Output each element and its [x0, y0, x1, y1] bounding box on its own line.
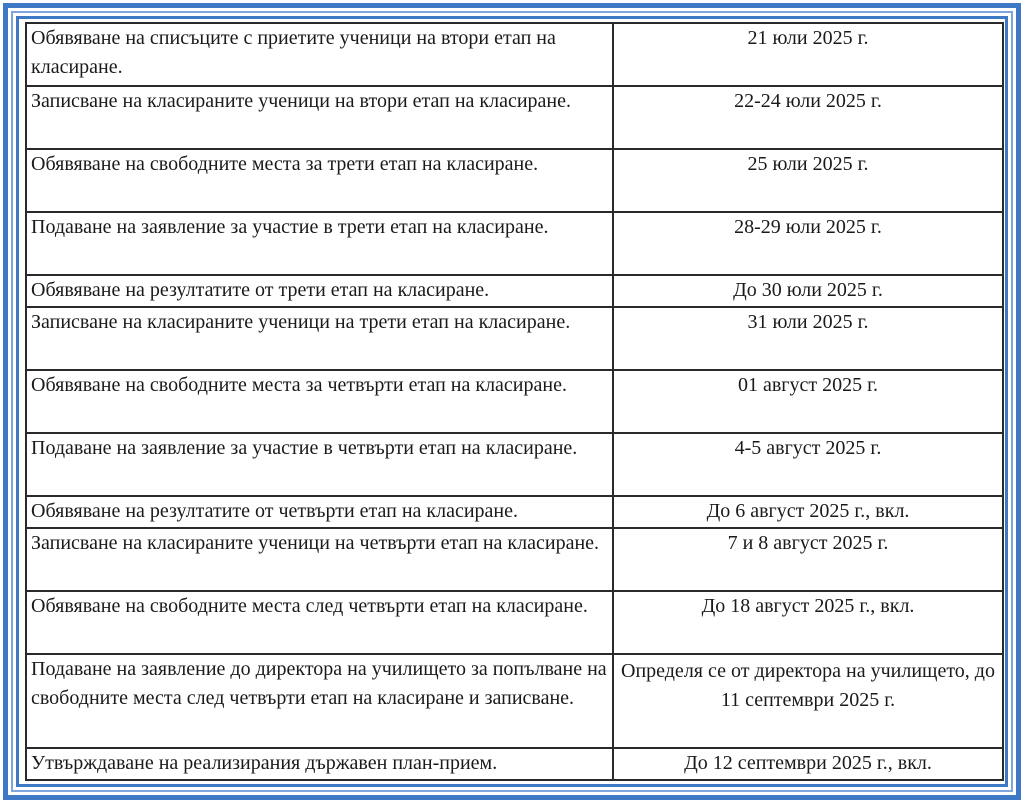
table-row — [26, 23, 1003, 86]
table-row — [26, 528, 1003, 591]
activity-cell: Обявяване на резултатите от трети етап на класиране. — [26, 275, 613, 307]
activity-cell: Подаване на заявление за участие в трети етап на класиране. — [26, 212, 613, 275]
date-cell: До 6 август 2025 г., вкл. — [613, 496, 1003, 528]
table-row — [26, 307, 1003, 370]
date-cell: 25 юли 2025 г. — [613, 149, 1003, 212]
activity-cell: Записване на класираните ученици на втори етап на класиране. — [26, 86, 613, 149]
date-cell: 22-24 юли 2025 г. — [613, 86, 1003, 149]
table-row — [26, 748, 1003, 780]
date-cell: 28-29 юли 2025 г. — [613, 212, 1003, 275]
activity-cell: Подаване на заявление до директора на училището за попълване на свободните места след четвърти етап на класиране и записване. — [26, 654, 613, 748]
activity-cell: Записване на класираните ученици на четвърти етап на класиране. — [26, 528, 613, 591]
date-cell: 7 и 8 август 2025 г. — [613, 528, 1003, 591]
activity-cell: Обявяване на свободните места за трети етап на класиране. — [26, 149, 613, 212]
activity-cell: Обявяване на свободните места след четвърти етап на класиране. — [26, 591, 613, 654]
activity-cell: Обявяване на резултатите от четвърти етап на класиране. — [26, 496, 613, 528]
table-row — [26, 275, 1003, 307]
table-row — [26, 149, 1003, 212]
activity-cell: Подаване на заявление за участие в четвърти етап на класиране. — [26, 433, 613, 496]
table-row — [26, 433, 1003, 496]
date-cell: 01 август 2025 г. — [613, 370, 1003, 433]
table-row — [26, 496, 1003, 528]
activity-cell: Записване на класираните ученици на трети етап на класиране. — [26, 307, 613, 370]
date-cell: До 18 август 2025 г., вкл. — [613, 591, 1003, 654]
date-cell: 4-5 август 2025 г. — [613, 433, 1003, 496]
activity-cell: Утвърждаване на реализирания държавен план-прием. — [26, 748, 613, 780]
date-cell: 21 юли 2025 г. — [613, 23, 1003, 86]
activity-cell: Обявяване на свободните места за четвърти етап на класиране. — [26, 370, 613, 433]
table-row — [26, 370, 1003, 433]
date-cell: До 12 септември 2025 г., вкл. — [613, 748, 1003, 780]
table-row — [26, 654, 1003, 748]
table-row — [26, 591, 1003, 654]
admission-schedule-table — [25, 22, 1004, 781]
table-row — [26, 86, 1003, 149]
date-cell: 31 юли 2025 г. — [613, 307, 1003, 370]
date-cell: До 30 юли 2025 г. — [613, 275, 1003, 307]
table-row — [26, 212, 1003, 275]
activity-cell: Обявяване на списъците с приетите ученици на втори етап на класиране. — [26, 23, 613, 86]
date-cell: Определя се от директора на училището, до 11 септември 2025 г. — [613, 654, 1003, 748]
